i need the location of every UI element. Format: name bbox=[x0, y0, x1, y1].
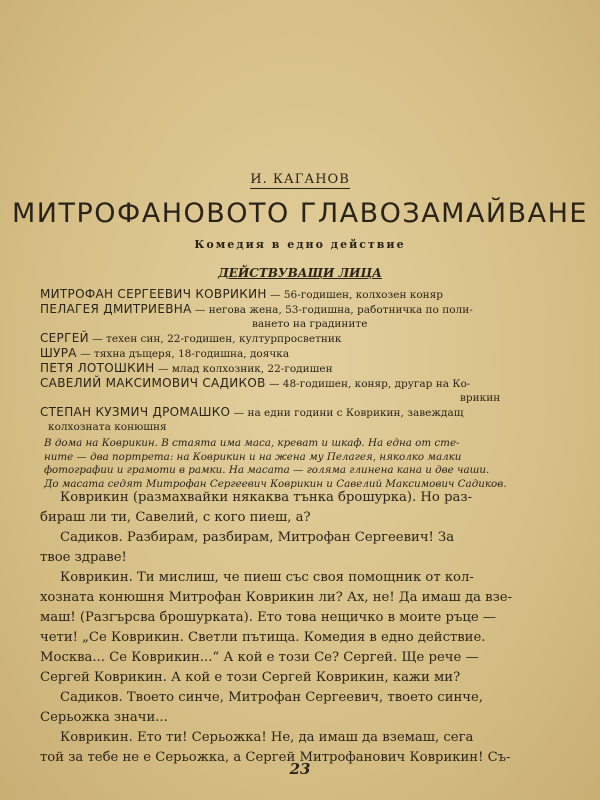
cast-entry: ПЕТЯ ЛОТОШКИН — млад колхозник, 22-годишен bbox=[40, 361, 333, 375]
dialogue-line: той за тебе не е Серьожка, а Сергей Митрофанович Коврикин! Съ- bbox=[40, 750, 511, 765]
cast-entry: СТЕПАН КУЗМИЧ ДРОМАШКО — на едни години с Коврикин, завеждащ bbox=[40, 405, 464, 419]
cast-entry: СЕРГЕЙ — техен син, 22-годишен, културпросветник bbox=[40, 331, 342, 345]
cast-entry: ШУРА — тяхна дъщеря, 18-годишна, доячка bbox=[40, 346, 290, 360]
dialogue-line: хозната конюшня Митрофан Коврикин ли? Ах, не! Да имаш да взе- bbox=[40, 590, 513, 605]
dialogue-line: Садиков. Разбирам, разбирам, Митрофан Сергеевич! За bbox=[60, 530, 455, 545]
stage-line: ните — два портрета: на Коврикин и на жена му Пелагея, няколко малки bbox=[44, 450, 462, 463]
page-number: 23 bbox=[289, 760, 311, 778]
cast-entry-continuation: ването на градините bbox=[252, 318, 368, 330]
stage-line: В дома на Коврикин. В стаята има маса, креват и шкаф. На една от сте- bbox=[44, 437, 460, 449]
dialogue-line: бираш ли ти, Савелий, с кого пиеш, а? bbox=[40, 510, 311, 525]
cast-heading: ДЕЙСТВУВАЩИ ЛИЦА bbox=[218, 266, 382, 280]
dialogue-line: твое здраве! bbox=[40, 550, 127, 565]
dialogue-line: Коврикин. Ето ти! Серьожка! Не, да имаш да вземаш, сега bbox=[60, 730, 474, 745]
dialogue-line: Сергей Коврикин. А кой е този Сергей Коврикин, кажи ми? bbox=[40, 670, 461, 685]
cast-list bbox=[40, 287, 580, 434]
cast-entry: САВЕЛИЙ МАКСИМОВИЧ САДИКОВ — 48-годишен, коняр, другар на Ко- bbox=[40, 376, 471, 390]
dialogue-line: Москва... Се Коврикин...“ А кой е този Се? Сергей. Ще рече — bbox=[40, 650, 479, 665]
dialogue-line: Серьожка значи... bbox=[40, 710, 168, 725]
cast-entry: ПЕЛАГЕЯ ДМИТРИЕВНА — негова жена, 53-годишна, работничка по поли- bbox=[40, 302, 473, 316]
play-title: МИТРОФАНОВОТО ГЛАВОЗАМАЙВАНЕ bbox=[11, 198, 588, 229]
stage-direction bbox=[44, 437, 574, 491]
dialogue-line: маш! (Разгърсва брошурката). Ето това нещичко в моите ръце — bbox=[40, 610, 497, 625]
dialogue-line: Коврикин (размахвайки някаква тънка брошурка). Но раз- bbox=[60, 490, 473, 505]
dialogue-text bbox=[40, 488, 580, 768]
stage-line: фотографии и грамоти в рамки. На масата — голяма глинена кана и две чаши. bbox=[44, 464, 490, 476]
cast-entry-continuation: колхозната конюшня bbox=[48, 421, 167, 433]
play-subtitle: Комедия в едно действие bbox=[194, 238, 406, 251]
dialogue-line: Коврикин. Ти мислиш, че пиеш със своя помощник от кол- bbox=[60, 570, 474, 585]
stage-line: До масата седят Митрофан Сергеевич Коврикин и Савелий Максимович Садиков. bbox=[44, 477, 507, 490]
dialogue-line: чети! „Се Коврикин. Светли пътища. Комедия в едно действие. bbox=[40, 630, 486, 645]
author-name: И. КАГАНОВ bbox=[250, 172, 350, 187]
cast-entry: МИТРОФАН СЕРГЕЕВИЧ КОВРИКИН — 56-годишен, колхозен коняр bbox=[40, 287, 444, 301]
dialogue-line: Садиков. Твоето синче, Митрофан Сергеевич, твоето синче, bbox=[60, 690, 483, 705]
cast-entry-continuation: врикин bbox=[460, 392, 501, 404]
